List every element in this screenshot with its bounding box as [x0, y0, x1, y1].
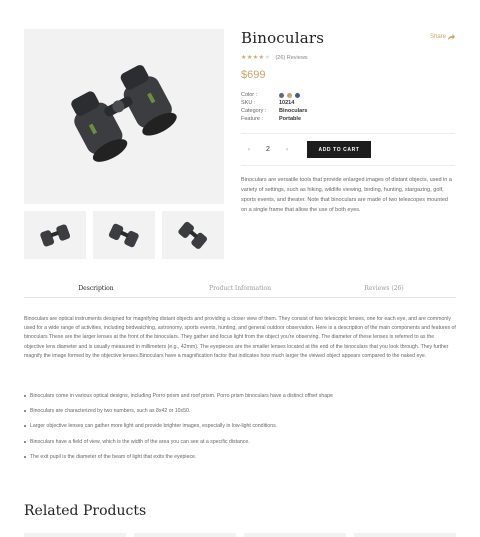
bullet-dot	[24, 425, 26, 427]
share-label: Share	[429, 34, 446, 40]
color-swatches	[279, 93, 300, 98]
share-button[interactable]	[430, 34, 455, 40]
list-item-text: Larger objective lenses can gather more light and provide brighter images, especially in low-light conditions.	[30, 423, 278, 430]
spec-label: SKU :	[241, 100, 256, 106]
related-product-card[interactable]	[24, 533, 126, 537]
related-products-title: Related Products	[24, 503, 147, 519]
color-swatch-1[interactable]	[279, 93, 284, 98]
list-item	[24, 419, 456, 434]
related-product-card[interactable]	[134, 533, 236, 537]
star-icon: ★	[252, 55, 259, 61]
spec-category	[241, 107, 455, 115]
spec-feature	[241, 115, 455, 123]
quantity-value[interactable]: 2	[266, 146, 270, 153]
list-item-text: Binoculars come in various optical designs, including Porro prism and roof prism. Porro prism binoculars have a distinct offset shape	[30, 392, 333, 399]
star-rating	[241, 54, 270, 61]
purchase-controls	[241, 133, 455, 166]
color-swatch-3[interactable]	[295, 93, 300, 98]
binoculars-icon	[35, 220, 75, 250]
list-item	[24, 403, 456, 418]
rating	[241, 54, 455, 61]
related-product-card[interactable]	[244, 533, 346, 537]
binoculars-icon	[104, 220, 144, 250]
description-text: Binoculars are optical instruments designed for magnifying distant objects and providing a closer view of them. They consist of two telescopic lenses, one for each eye, and are commonly used for a wide range of activities, including birdwatching, astronomy, sports events, hunting, and general outdoor observation. Here is a description of the main components and features of binoculars These are the larger lenses at the front of the binoculars. They gather and focus light from the object you're observing. The diameter of these lenses is referred to as the objective lens diameter and is usually measured in millimeters (e.g., 42mm). The eyepieces are the smaller lenses located at the end of the binoculars that you look through. They further magnify the image formed by the objective lenses.Binoculars have a magnification factor that indicates how much larger the viewed object appears compared to the naked eye.	[24, 316, 456, 359]
bullet-dot	[24, 456, 26, 458]
tab-reviews[interactable]: Reviews (26)	[364, 285, 404, 292]
reviews-count[interactable]: (26) Reviews	[275, 54, 308, 61]
star-icon: ★	[264, 55, 271, 61]
tab-description[interactable]: Description	[78, 285, 114, 292]
list-item-text: The exit pupil is the diameter of the beam of light that exits the eyepiece.	[30, 454, 197, 461]
product-title: Binoculars	[241, 29, 325, 47]
qty-decrease-button[interactable]: ‹	[248, 146, 250, 153]
thumbnail-2[interactable]	[93, 211, 155, 259]
bullet-dot	[24, 395, 26, 397]
list-item	[24, 450, 456, 465]
spec-color	[241, 91, 455, 99]
thumbnail-1[interactable]	[24, 211, 86, 259]
bullet-dot	[24, 410, 26, 412]
related-products-list	[24, 533, 456, 537]
star-icon: ★	[258, 55, 265, 61]
star-icon: ★	[241, 55, 247, 61]
thumbnail-3[interactable]	[162, 211, 224, 259]
add-to-cart-button[interactable]: ADD TO CART	[307, 141, 371, 158]
short-description: Binoculars are versatile tools that provide enlarged images of distant objects, used in a variety of settings, such as hiking, wildlife viewing, birding, hunting, stargazing, golf, sports events, and theater. Note that binoculars are made of two telescopes mounted on a single frame that allow the use of both eyes.	[241, 177, 452, 213]
tab-product-information[interactable]: Product Information	[209, 285, 271, 292]
share-arrow-icon	[448, 34, 455, 40]
bullet-dot	[24, 441, 26, 443]
color-swatch-2[interactable]	[287, 93, 292, 98]
product-specs	[241, 91, 455, 123]
product-info	[241, 29, 455, 215]
list-item-text: Binoculars are characterized by two numbers, such as 8x42 or 10x50.	[30, 408, 191, 415]
product-tabs	[24, 280, 456, 298]
spec-label: Category :	[241, 108, 267, 114]
binoculars-icon	[173, 220, 213, 250]
qty-increase-button[interactable]: ›	[286, 146, 288, 153]
spec-sku	[241, 99, 455, 107]
list-item	[24, 434, 456, 449]
product-main-image[interactable]	[24, 29, 224, 204]
quantity-stepper	[241, 141, 295, 158]
list-item	[24, 388, 456, 403]
spec-value[interactable]: Binoculars	[279, 108, 308, 114]
related-product-card[interactable]	[354, 533, 456, 537]
spec-label: Feature :	[241, 116, 264, 122]
star-icon: ★	[246, 55, 253, 61]
binoculars-icon	[59, 62, 189, 172]
spec-value: Portable	[279, 116, 302, 122]
feature-list	[24, 388, 456, 465]
product-price: $699	[241, 69, 266, 81]
spec-value: 10214	[279, 100, 295, 106]
thumbnail-list	[24, 211, 224, 259]
list-item-text: Binoculars have a field of view, which is the width of the area you can see at a specific distance.	[30, 438, 250, 445]
spec-label: Color :	[241, 92, 258, 98]
